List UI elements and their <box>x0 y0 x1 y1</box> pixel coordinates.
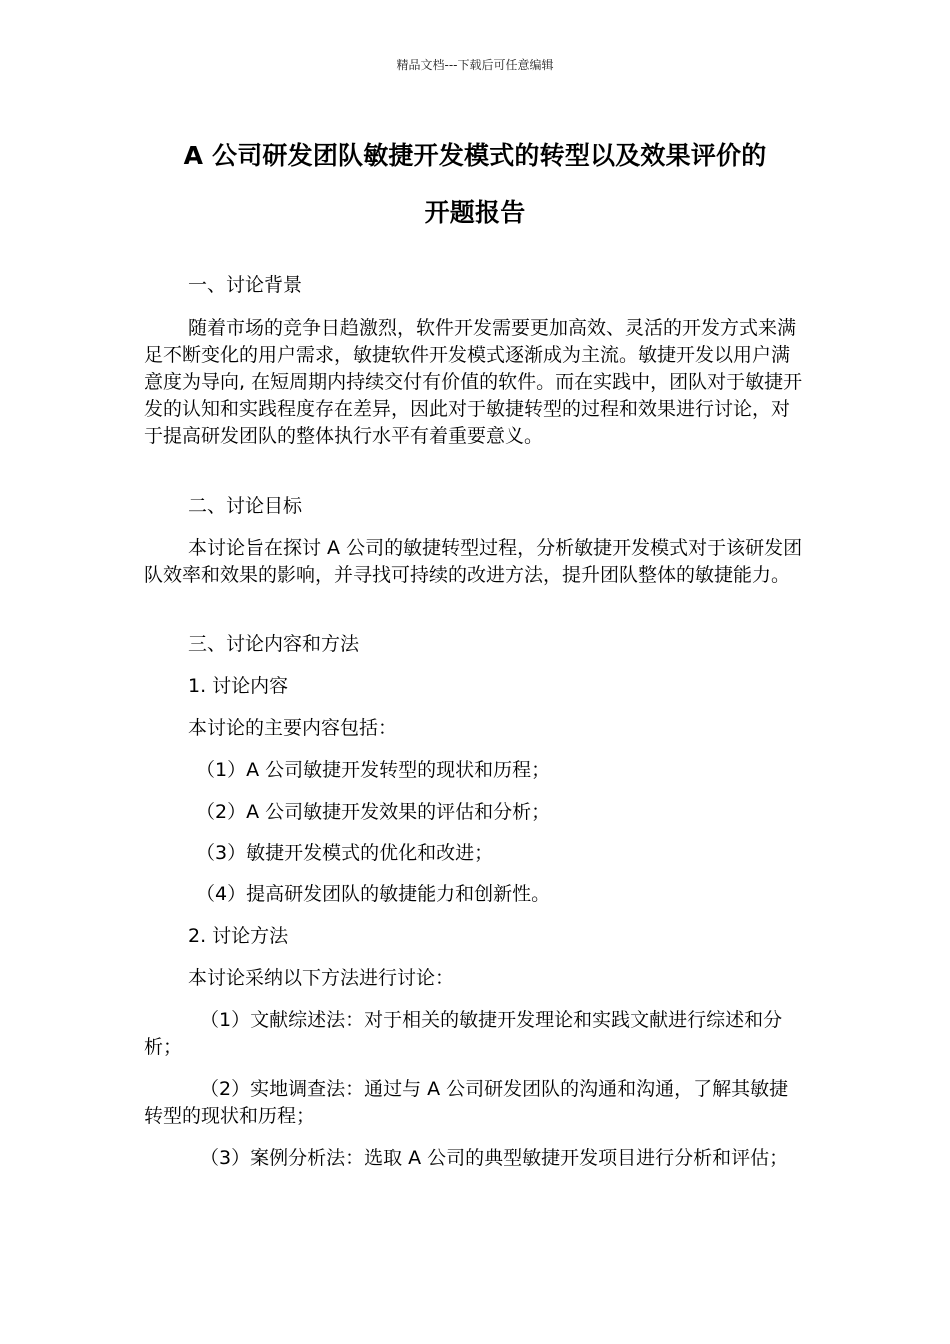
document-title-line-1: A 公司研发团队敏捷开发模式的转型以及效果评价的 <box>183 141 767 170</box>
content-intro: 本讨论的主要内容包括： <box>188 717 398 739</box>
method-item: （1）文献综述法：对于相关的敏捷开发理论和实践文献进行综述和分析； <box>144 1009 783 1058</box>
document-title-line-2: 开题报告 <box>424 198 526 227</box>
section-heading-goal: 二、讨论目标 <box>188 495 303 517</box>
method-item: （3）案例分析法：选取 A 公司的典型敏捷开发项目进行分析和评估； <box>200 1147 789 1169</box>
section-heading-content-method: 三、讨论内容和方法 <box>188 633 360 655</box>
paragraph-goal: 本讨论旨在探讨 A 公司的敏捷转型过程，分析敏捷开发模式对于该研发团队效率和效果的影响，并寻找可持续的改进方法，提升团队整体的敏捷能力。 <box>144 537 803 586</box>
method-item: （2）实地调查法：通过与 A 公司研发团队的沟通和沟通，了解其敏捷转型的现状和历程； <box>144 1078 789 1127</box>
list-item: （3）敏捷开发模式的优化和改进； <box>196 842 494 864</box>
subheading-content: 1. 讨论内容 <box>188 675 289 697</box>
method-intro: 本讨论采纳以下方法进行讨论： <box>188 967 455 989</box>
header-note: 精品文档---下载后可任意编辑 <box>396 58 554 72</box>
list-item: （1）A 公司敏捷开发转型的现状和历程； <box>196 759 551 781</box>
subheading-method: 2. 讨论方法 <box>188 925 289 947</box>
section-heading-background: 一、讨论背景 <box>188 274 303 296</box>
list-item: （4）提高研发团队的敏捷能力和创新性。 <box>196 883 551 905</box>
list-item: （2）A 公司敏捷开发效果的评估和分析； <box>196 801 551 823</box>
paragraph-background: 随着市场的竞争日趋激烈，软件开发需要更加高效、灵活的开发方式来满足不断变化的用户需求，敏捷软件开发模式逐渐成为主流。敏捷开发以用户满意度为导向, 在短周期内持续交付有价值的软件。而在实践中，团队对于敏捷开发的认知和实践程度存在差异，因此对于敏捷转型的过程和效果进行讨论，对于提高研发团队的整体执行水平有着重要意义。 <box>144 317 803 447</box>
